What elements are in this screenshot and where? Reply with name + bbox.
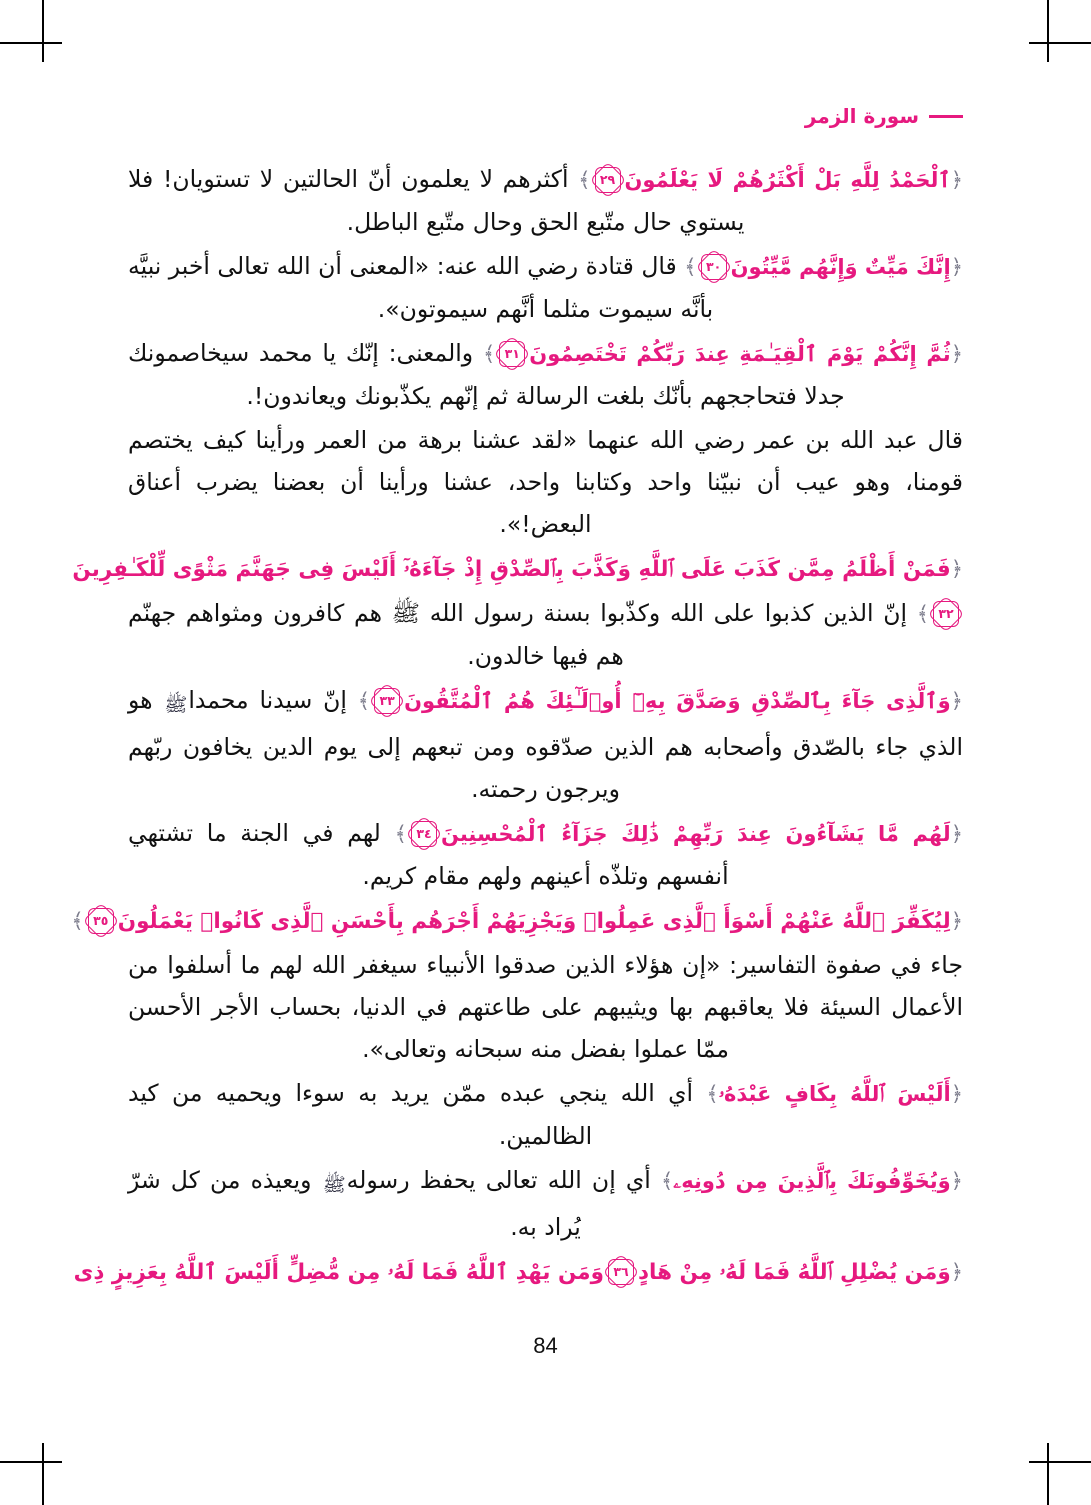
ayah-open-brace: ﴿ [950, 1260, 963, 1284]
crop-mark-bottom-left-horizontal [0, 1461, 62, 1463]
ayah-close-brace: ﴾ [684, 255, 697, 279]
ayah-text: ٱلْحَمْدُ لِلَّهِ بَلْ أَكْثَرُهُمْ لَا يَعْلَمُونَ [624, 168, 951, 192]
ayah-open-brace: ﴿ [950, 255, 963, 279]
text-block-4 [128, 419, 963, 545]
ayah-number-value: ٣٠ [705, 258, 722, 274]
text-block-3 [128, 332, 963, 417]
text-block-8 [71, 899, 963, 1070]
ayah-number-value: ٣٣ [379, 692, 395, 708]
ayah-close-brace: ﴾ [660, 1169, 674, 1193]
commentary-text: قال عبد الله بن عمر رضي الله عنهما «لقد عشنا برهة من العمر ورأينا كيف يختصم قومنا، وهو عيب أن نبيّنا واحد وكتابنا واحد، عشنا ورأينا أن بعضنا يضرب أعناق البعض!». [128, 426, 963, 538]
crop-mark-bottom-right-horizontal [1029, 1461, 1091, 1463]
ayah-number-ornament [593, 165, 623, 195]
ayah-number-ornament [372, 686, 402, 716]
page-number: 84 [533, 1333, 558, 1358]
ayah-close-brace: ﴾ [394, 822, 407, 846]
ayah-number-ornament [86, 906, 116, 936]
ayah-open-brace: ﴿ [950, 1082, 963, 1106]
surah-title: سورة الزمر [804, 104, 919, 128]
ayah-text-a: وَمَن يُضْلِلِ ٱللَّهُ فَمَا لَهُۥ مِنْ هَادٍ [637, 1260, 951, 1285]
ayah-number-value: ٣٢ [938, 605, 954, 621]
ayah-close-brace: ﴾ [706, 1082, 719, 1106]
ayah-number-ornament [931, 599, 961, 629]
ayah-text-b: وَمَن يَهْدِ ٱللَّهُ فَمَا لَهُۥ مِن مُّضِلٍّ أَلَيْسَ ٱللَّهُ بِعَزِيزٍ ذِى [73, 1260, 604, 1285]
commentary-text: قال قتادة رضي الله عنه: «المعنى أن الله تعالى أخبر نبيَّه بأنَّه سيموت مثلما أنَّهم سيموتون». [128, 252, 714, 323]
ayah-number-value: ٣١ [504, 345, 520, 361]
ayah-full-line [72, 547, 963, 592]
ayah-full-line [73, 1250, 963, 1295]
text-block-11 [73, 1250, 963, 1295]
commentary-text: لهم في الجنة ما تشتهي أنفسهم وتلذّه أعينهم ولهم مقام كريم. [128, 819, 729, 890]
ayah-open-brace: ﴿ [950, 168, 964, 192]
ayah-close-brace: ﴾ [916, 602, 929, 626]
crop-mark-bottom-left-vertical [42, 1443, 44, 1505]
ayah-text: لِيُكَفِّرَ ٱللَّهُ عَنْهُمْ أَسْوَأَ ٱلَّذِى عَمِلُوا۟ وَيَجْزِيَهُمْ أَجْرَهُم بِأَحْسَنِ ٱلَّذِى كَانُوا۟ يَعْمَلُونَ [117, 909, 951, 934]
page-body [71, 158, 964, 1297]
crop-mark-top-left-vertical [42, 0, 44, 62]
commentary-text-pre: إنّ سيدنا محمدا [188, 686, 347, 714]
ayah-number-value: ٢٩ [599, 171, 616, 187]
crop-mark-top-right-horizontal [1029, 42, 1091, 44]
commentary-text: إنّ الذين كذبوا على الله وكذّبوا بسنة رسول الله ﷺ هم كافرون ومثواهم جهنّم هم فيها خالدون. [128, 599, 908, 670]
text-block-1 [128, 158, 963, 243]
ayah-open-brace: ﴿ [950, 557, 963, 581]
ayah-number-ornament [497, 339, 527, 369]
text-block-7 [128, 812, 963, 897]
ayah-open-brace: ﴿ [950, 909, 963, 933]
ayah-number-value: ٣٥ [93, 912, 109, 928]
text-block-2 [128, 245, 963, 330]
text-block-10 [128, 1159, 963, 1248]
commentary-text: ويعيذه من كل شرّ يُراد به. [128, 1166, 581, 1241]
ayah-open-brace: ﴿ [950, 342, 963, 366]
running-head-rule [929, 115, 963, 118]
ayah-number-ornament [606, 1257, 636, 1287]
ayah-text: ثُمَّ إِنَّكُمْ يَوْمَ ٱلْقِيَـٰمَةِ عِندَ رَبِّكُمْ تَخْتَصِمُونَ [529, 342, 951, 366]
text-block-9 [128, 1072, 963, 1157]
crop-mark-bottom-right-vertical [1047, 1443, 1049, 1505]
ayah-text: وَيُخَوِّفُونَكَ بِٱلَّذِينَ مِن دُونِهِۦ [673, 1169, 951, 1193]
crop-mark-top-right-vertical [1047, 0, 1049, 62]
ayah-text: فَمَنْ أَظْلَمُ مِمَّن كَذَبَ عَلَى ٱللَّهِ وَكَذَّبَ بِٱلصِّدْقِ إِذْ جَآءَهُۥٓ أَلَيْسَ فِى جَهَنَّمَ مَثْوًى لِّلْكَـٰفِرِينَ [72, 557, 951, 582]
ayah-text: إِنَّكَ مَيِّتٌ وَإِنَّهُم مَّيِّتُونَ [730, 255, 951, 279]
ayah-close-brace: ﴾ [357, 689, 371, 713]
ayah-full-line [71, 899, 963, 944]
crop-mark-top-left-horizontal [0, 42, 62, 44]
running-head [805, 104, 963, 128]
ayah-close-brace: ﴾ [71, 909, 84, 933]
commentary-text: أكثرهم لا يعلمون أنّ الحالتين لا تستويان! فلا يستوي حال متّبع الحق وحال متّبع الباطل. [128, 165, 745, 236]
ayah-close-brace: ﴾ [578, 168, 591, 192]
ayah-text: لَهُم مَّا يَشَآءُونَ عِندَ رَبِّهِمْ ذَٰلِكَ جَزَآءُ ٱلْمُحْسِنِينَ [440, 822, 951, 846]
ayah-number-value: ٣٦ [613, 1263, 629, 1279]
text-block-5 [72, 547, 963, 677]
ayah-number-ornament [409, 819, 439, 849]
ayah-number-value: ٣٤ [416, 825, 432, 841]
ayah-text: أَلَيْسَ ٱللَّهُ بِكَافٍ عَبْدَهُۥ [718, 1082, 951, 1106]
ayah-open-brace: ﴿ [950, 689, 963, 713]
ayah-open-brace: ﴿ [950, 1169, 963, 1193]
salawat-icon: ﷺ [322, 1174, 346, 1196]
ayah-number-ornament [699, 252, 729, 282]
commentary-text-pre: أي إن الله تعالى يحفظ رسوله [346, 1166, 651, 1194]
salawat-icon: ﷺ [164, 694, 188, 716]
ayah-text: وَٱلَّذِى جَآءَ بِٱلصِّدْقِ وَصَدَّقَ بِهِۦٓ أُو۟لَـٰٓئِكَ هُمُ ٱلْمُتَّقُونَ [404, 689, 951, 713]
commentary-text: أي الله ينجي عبده ممّن يريد به سوءا ويحميه من كيد الظالمين. [128, 1079, 694, 1150]
text-block-6 [128, 679, 963, 810]
commentary-text: جاء في صفوة التفاسير: «إن هؤلاء الذين صدقوا الأنبياء سيغفر الله لهم ما أسلفوا من الأعمال السيئة فلا يعاقبهم بها ويثيبهم على طاعتهم في الدنيا، بحساب الأجر الأحسن ممّا عملوا بفضل منه سبحانه وتعالى». [128, 951, 963, 1063]
ayah-close-brace: ﴾ [482, 342, 496, 366]
commentary-text: والمعنى: إنّك يا محمد سيخاصمونك جدلا فتحاججهم بأنّك بلغت الرسالة ثم إنّهم يكذّبونك ويعاندون!. [128, 339, 845, 410]
commentary-text: هو الذي جاء بالصّدق وأصحابه هم الذين صدّقوه ومن تبعهم إلى يوم الدين يخافون ربّهم ويرجون رحمته. [128, 686, 963, 803]
ayah-open-brace: ﴿ [950, 822, 963, 846]
